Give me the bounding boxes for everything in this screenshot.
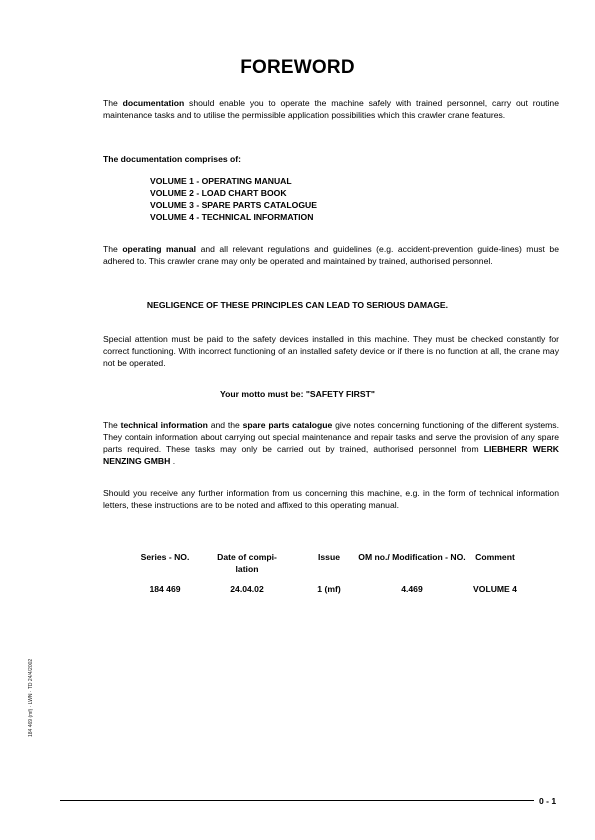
negligence-warning: NEGLIGENCE OF THESE PRINCIPLES CAN LEAD TO SERIOUS DAMAGE. [146,300,449,310]
volume-item: VOLUME 2 - LOAD CHART BOOK [150,188,287,198]
table-cell: 24.04.02 [230,584,264,594]
table-header: Issue [318,552,340,562]
table-cell: 4.469 [401,584,423,594]
volume-item: VOLUME 4 - TECHNICAL INFORMATION [150,212,314,222]
document-code-margin-text: 184 469 (mf) · LWN · TD 24/4/2002 [28,658,34,737]
comprises-heading: The documentation comprises of: [103,154,241,164]
table-cell: 1 (mf) [317,584,341,594]
text: should enable you to operate the machine safely with trained personnel, carry out routine maintenance tasks and to utilise the permissible application possibilities which this crawler crane features. [103,98,559,120]
page-title: FOREWORD [240,57,355,78]
table-header: Series - NO. [140,552,190,562]
text: . [170,456,176,466]
page-number: 0 - 1 [539,796,557,806]
table-cell: VOLUME 4 [473,584,517,594]
text: The [103,244,123,254]
company-name: LIEBHERR WERK NENZING GMBH [103,444,559,466]
operating-manual-paragraph [103,243,559,267]
volume-item: VOLUME 1 - OPERATING MANUAL [150,176,292,186]
technical-information-paragraph [103,419,559,467]
further-information-paragraph: Should you receive any further information from us concerning this machine, e.g. in the form of technical information letters, these instructions are to be noted and affixed to this operating manual. [103,488,559,510]
safety-motto: Your motto must be: "SAFETY FIRST" [220,389,375,399]
table-header: Comment [475,552,515,562]
bold-term: operating manual [122,244,197,254]
text: The [103,98,123,108]
text: and all relevant regulations and guidelines (e.g. accident-prevention guide-lines) must be adhered to. This crawler crane may only be operated and maintained by trained, authorised personnel. [103,244,559,266]
table-header: Date of compi-lation [217,552,277,574]
bold-term: spare parts catalogue [242,420,333,430]
bold-term: documentation [122,98,185,108]
text: and the [207,420,243,430]
text: The [103,420,121,430]
table-header: OM no./ Modification - NO. [358,552,466,562]
footer-rule [60,800,534,801]
volume-item: VOLUME 3 - SPARE PARTS CATALOGUE [150,200,317,210]
bold-term: technical information [120,420,208,430]
intro-paragraph [103,97,559,121]
safety-devices-paragraph: Special attention must be paid to the safety devices installed in this machine. They must be checked constantly for correct functioning. With incorrect functioning of an installed safety device or if there is no function at all, the crane may not be operated. [103,334,559,368]
text: give notes concerning functioning of the different systems. They contain information about carrying out special maintenance and repair tasks and serve the provision of any spare parts required. These tasks may only be carried out by trained, authorised personnel from [103,420,559,454]
table-cell: 184 469 [149,584,181,594]
